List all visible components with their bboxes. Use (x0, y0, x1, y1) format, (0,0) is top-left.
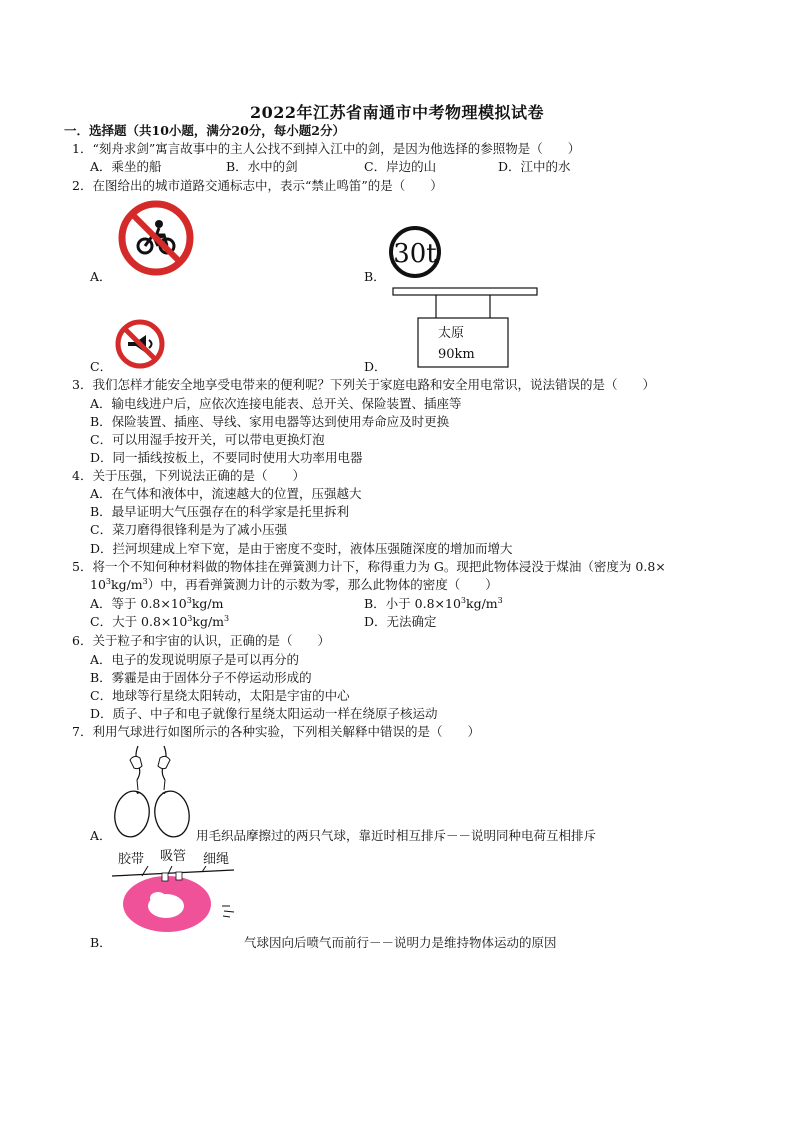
question-4-stem: 4．关于压强，下列说法正确的是（ ） (72, 468, 305, 483)
question-4-option-c[interactable]: C．菜刀磨得很锋利是为了减小压强 (90, 522, 288, 537)
question-5-option-a[interactable]: A．等于 $0.8\times 10^3kg/m$ (90, 595, 224, 611)
question-5-stem-line1: 5．将一个不知何种材料做的物体挂在弹簧测力计下，称得重力为 G。现把此物体浸没于煤油（密度为 0.8× (72, 559, 666, 574)
weight-limit-text: 30t (393, 239, 437, 269)
question-4-option-d[interactable]: D．拦河坝建成上窄下宽，是由于密度不变时，液体压强随深度的增加而增大 (90, 541, 513, 556)
question-3-option-a[interactable]: A．输电线进户后，应依次连接电能表、总开关、保险装置、插座等 (90, 396, 462, 411)
weight-limit-sign-icon (386, 224, 444, 280)
question-2-option-d[interactable]: D． (364, 359, 387, 374)
figure-label-rope: 细绳 (203, 852, 230, 867)
question-7-option-b-label[interactable]: B． (90, 935, 112, 950)
question-2-option-b[interactable]: B． (364, 269, 386, 284)
question-3-option-d[interactable]: D．同一插线按板上，不要同时使用大功率用电器 (90, 450, 363, 465)
question-6-option-b[interactable]: B．雾霾是由于固体分子不停运动形成的 (90, 670, 312, 685)
distance-sign-icon (390, 286, 542, 370)
question-5-stem-line2: $10^3kg/m^3$）中，再看弹簧测力计的示数为零，那么此物体的密度（ ） (90, 576, 498, 592)
sign-d-destination: 太原 (438, 326, 465, 341)
question-7-option-a-text[interactable]: 用毛织品摩擦过的两只气球，靠近时相互排斥－－说明同种电荷互相排斥 (196, 828, 597, 843)
question-1-option-b: B．水中的剑 (226, 159, 298, 174)
question-3-option-b[interactable]: B．保险装置、插座、导线、家用电器等达到使用寿命应及时更换 (90, 414, 450, 429)
question-3-option-c[interactable]: C．可以用湿手按开关，可以带电更换灯泡 (90, 432, 325, 447)
question-6-option-c[interactable]: C．地球等行星绕太阳转动，太阳是宇宙的中心 (90, 688, 350, 703)
question-2-option-c[interactable]: C． (90, 359, 113, 374)
sign-d-distance: 90km (438, 347, 475, 362)
question-4-option-a[interactable]: A．在气体和液体中，流速越大的位置，压强越大 (90, 486, 362, 501)
balloon-rocket-figure-icon (112, 866, 242, 936)
question-1-stem: 1．“刻舟求剑”寓言故事中的主人公找不到掉入江中的剑，是因为他选择的参照物是（ ） (72, 141, 581, 156)
question-5-option-d[interactable]: D．无法确定 (364, 614, 437, 629)
question-1-option-d: D．江中的水 (498, 159, 571, 174)
question-7-option-b-text[interactable]: 气球因向后喷气而前行－－说明力是维持物体运动的原因 (244, 935, 557, 950)
question-1-option-c: C．岸边的山 (364, 159, 437, 174)
section-heading: 一．选择题（共10小题，满分20分，每小题2分） (64, 123, 345, 138)
question-7-option-a-label[interactable]: A． (90, 828, 112, 843)
figure-label-straw: 吸管 (160, 849, 187, 864)
question-1-option-a: A．乘坐的船 (90, 159, 162, 174)
exam-title: 2022年江苏省南通市中考物理模拟试卷 (249, 103, 545, 122)
question-6-option-d[interactable]: D．质子、中子和电子就像行星绕太阳运动一样在绕原子核运动 (90, 706, 438, 721)
question-3-stem: 3．我们怎样才能安全地享受电带来的便利呢？下列关于家庭电路和安全用电常识，说法错误的是（ ） (72, 377, 655, 392)
question-6-stem: 6．关于粒子和宇宙的认识，正确的是（ ） (72, 633, 330, 648)
question-6-option-a[interactable]: A．电子的发现说明原子是可以再分的 (90, 652, 300, 667)
question-4-option-b[interactable]: B．最早证明大气压强存在的科学家是托里拆利 (90, 504, 350, 519)
no-horn-sign-icon (114, 318, 166, 370)
question-5-option-c[interactable]: C．大于 $0.8\times 10^3kg/m^3$ (90, 613, 230, 629)
question-5-option-b[interactable]: B．小于 $0.8\times 10^3kg/m^3$ (364, 595, 503, 611)
two-balloons-figure-icon (104, 744, 198, 844)
question-2-option-a[interactable]: A． (90, 269, 112, 284)
figure-label-tape: 胶带 (118, 852, 145, 867)
question-2-stem: 2．在图给出的城市道路交通标志中，表示“禁止鸣笛”的是（ ） (72, 178, 443, 193)
no-bicycle-sign-icon (116, 200, 198, 278)
question-7-stem: 7．利用气球进行如图所示的各种实验，下列相关解释中错误的是（ ） (72, 724, 480, 739)
